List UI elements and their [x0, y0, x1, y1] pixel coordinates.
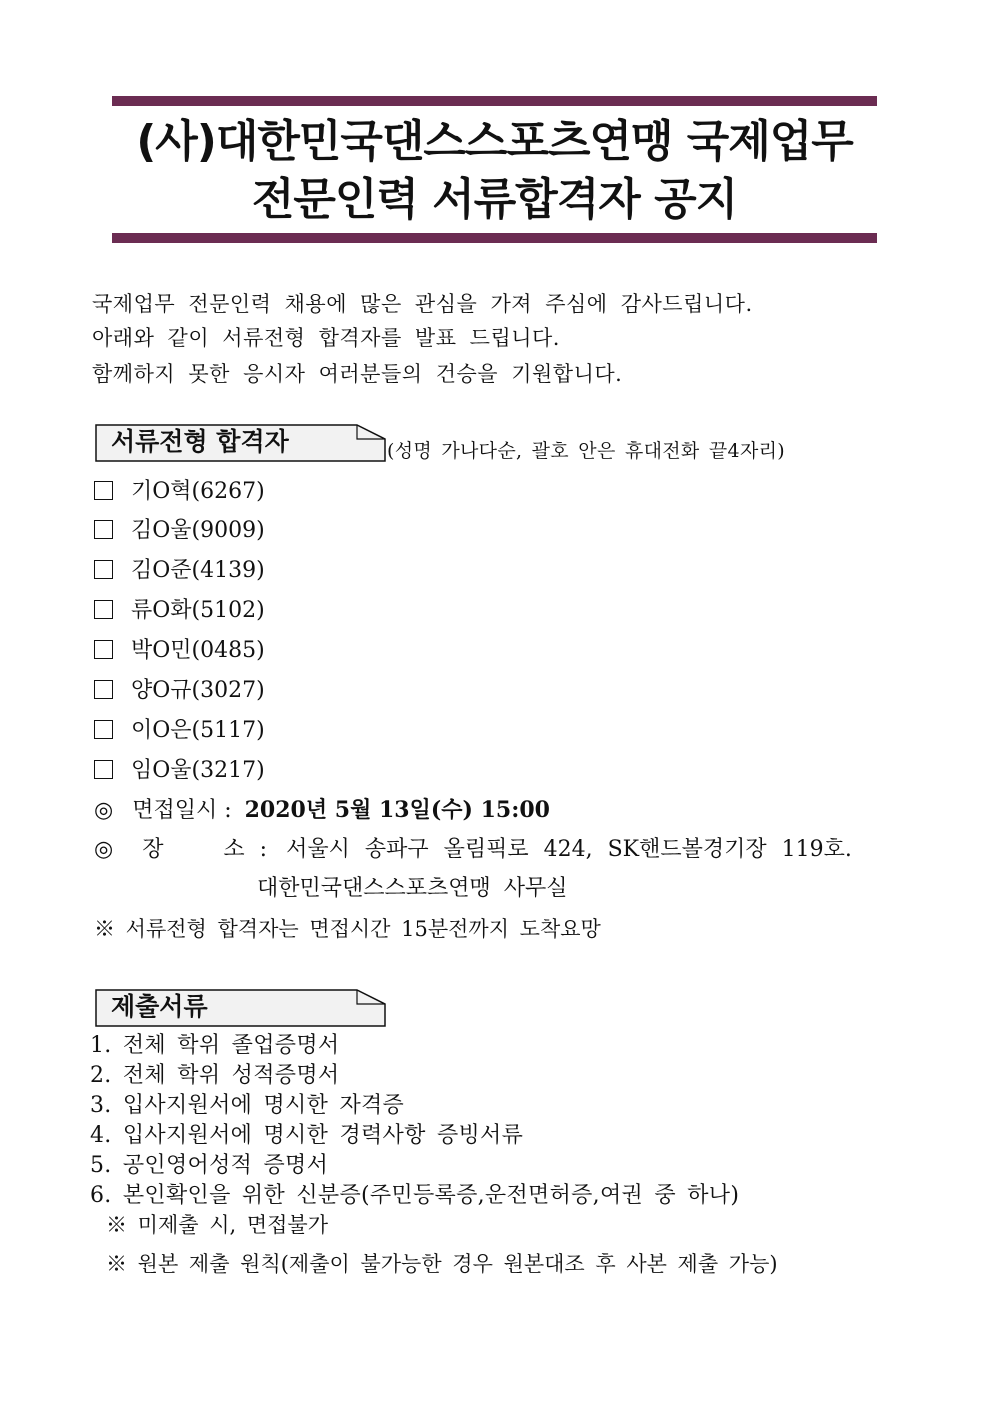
title-bottom-bar	[112, 233, 877, 243]
page-title-line2: 전문인력 서류합격자 공지	[251, 174, 738, 225]
document-note-1: ※ 미제출 시, 면접불가	[106, 1213, 328, 1237]
candidate-item	[94, 596, 265, 626]
checkbox-icon	[94, 640, 113, 659]
candidate-name: 기O혁(6267)	[131, 479, 265, 504]
checkbox-icon	[94, 481, 113, 500]
document-item: 5. 공인영어성적 증명서	[90, 1153, 329, 1178]
checkbox-icon	[94, 720, 113, 739]
candidate-item	[94, 676, 265, 706]
checkbox-icon	[94, 520, 113, 539]
checkbox-icon	[94, 600, 113, 619]
document-item: 2. 전체 학위 성적증명서	[90, 1063, 340, 1088]
document-item: 1. 전체 학위 졸업증명서	[90, 1033, 340, 1058]
document-item: 4. 입사지원서에 명시한 경력사항 증빙서류	[90, 1123, 524, 1148]
section-tab-documents	[95, 989, 385, 1025]
candidate-name: 김O울(9009)	[131, 518, 265, 543]
document-item: 3. 입사지원서에 명시한 자격증	[90, 1093, 405, 1118]
candidate-item	[94, 556, 265, 586]
document-item: 6. 본인확인을 위한 신분증(주민등록증,운전면허증,여권 중 하나)	[90, 1183, 740, 1208]
candidate-item	[94, 716, 265, 746]
interview-place-row	[94, 835, 852, 865]
bullet-icon: ◎	[94, 798, 114, 823]
section-label-candidates: 서류전형 합격자	[111, 427, 289, 456]
intro-line-2: 아래와 같이 서류전형 합격자를 발표 드립니다.	[92, 326, 560, 350]
candidate-name: 양O규(3027)	[131, 678, 265, 703]
checkbox-icon	[94, 760, 113, 779]
intro-line-3: 함께하지 못한 응시자 여러분들의 건승을 기원합니다.	[92, 362, 623, 386]
interview-date-row	[94, 795, 550, 826]
interview-place-row-2: 대한민국댄스스포츠연맹 사무실	[257, 876, 568, 901]
interview-place-value: 서울시 송파구 올림픽로 424, SK핸드볼경기장 119호.	[286, 837, 852, 862]
checkbox-icon	[94, 560, 113, 579]
title-top-bar	[112, 96, 877, 106]
bullet-icon: ◎	[94, 837, 114, 862]
candidate-item	[94, 636, 265, 666]
interview-date-label: 면접일시 :	[132, 798, 232, 823]
candidate-name: 임O울(3217)	[131, 758, 265, 783]
interview-date-value: 2020년 5월 13일(수) 15:00	[244, 797, 550, 823]
section-note-candidates: (성명 가나다순, 괄호 안은 휴대전화 끝4자리)	[387, 440, 785, 462]
candidate-name: 이O은(5117)	[131, 718, 265, 743]
candidate-name: 김O준(4139)	[131, 558, 265, 583]
candidate-name: 류O화(5102)	[131, 598, 265, 623]
document-note-2: ※ 원본 제출 원칙(제출이 불가능한 경우 원본대조 후 사본 제출 가능)	[106, 1252, 778, 1276]
candidate-name: 박O민(0485)	[131, 638, 265, 663]
section-label-documents: 제출서류	[111, 992, 208, 1021]
candidate-item	[94, 477, 265, 507]
section-tab-candidates	[95, 424, 385, 460]
candidate-item	[94, 516, 265, 546]
page-title-line1: (사)대한민국댄스스포츠연맹 국제업무	[136, 116, 853, 167]
interview-notice: ※ 서류전형 합격자는 면접시간 15분전까지 도착요망	[94, 917, 601, 941]
candidate-item	[94, 756, 265, 786]
interview-place-label: 장 소 :	[142, 837, 268, 862]
intro-line-1: 국제업무 전문인력 채용에 많은 관심을 가져 주심에 감사드립니다.	[92, 292, 753, 316]
checkbox-icon	[94, 680, 113, 699]
